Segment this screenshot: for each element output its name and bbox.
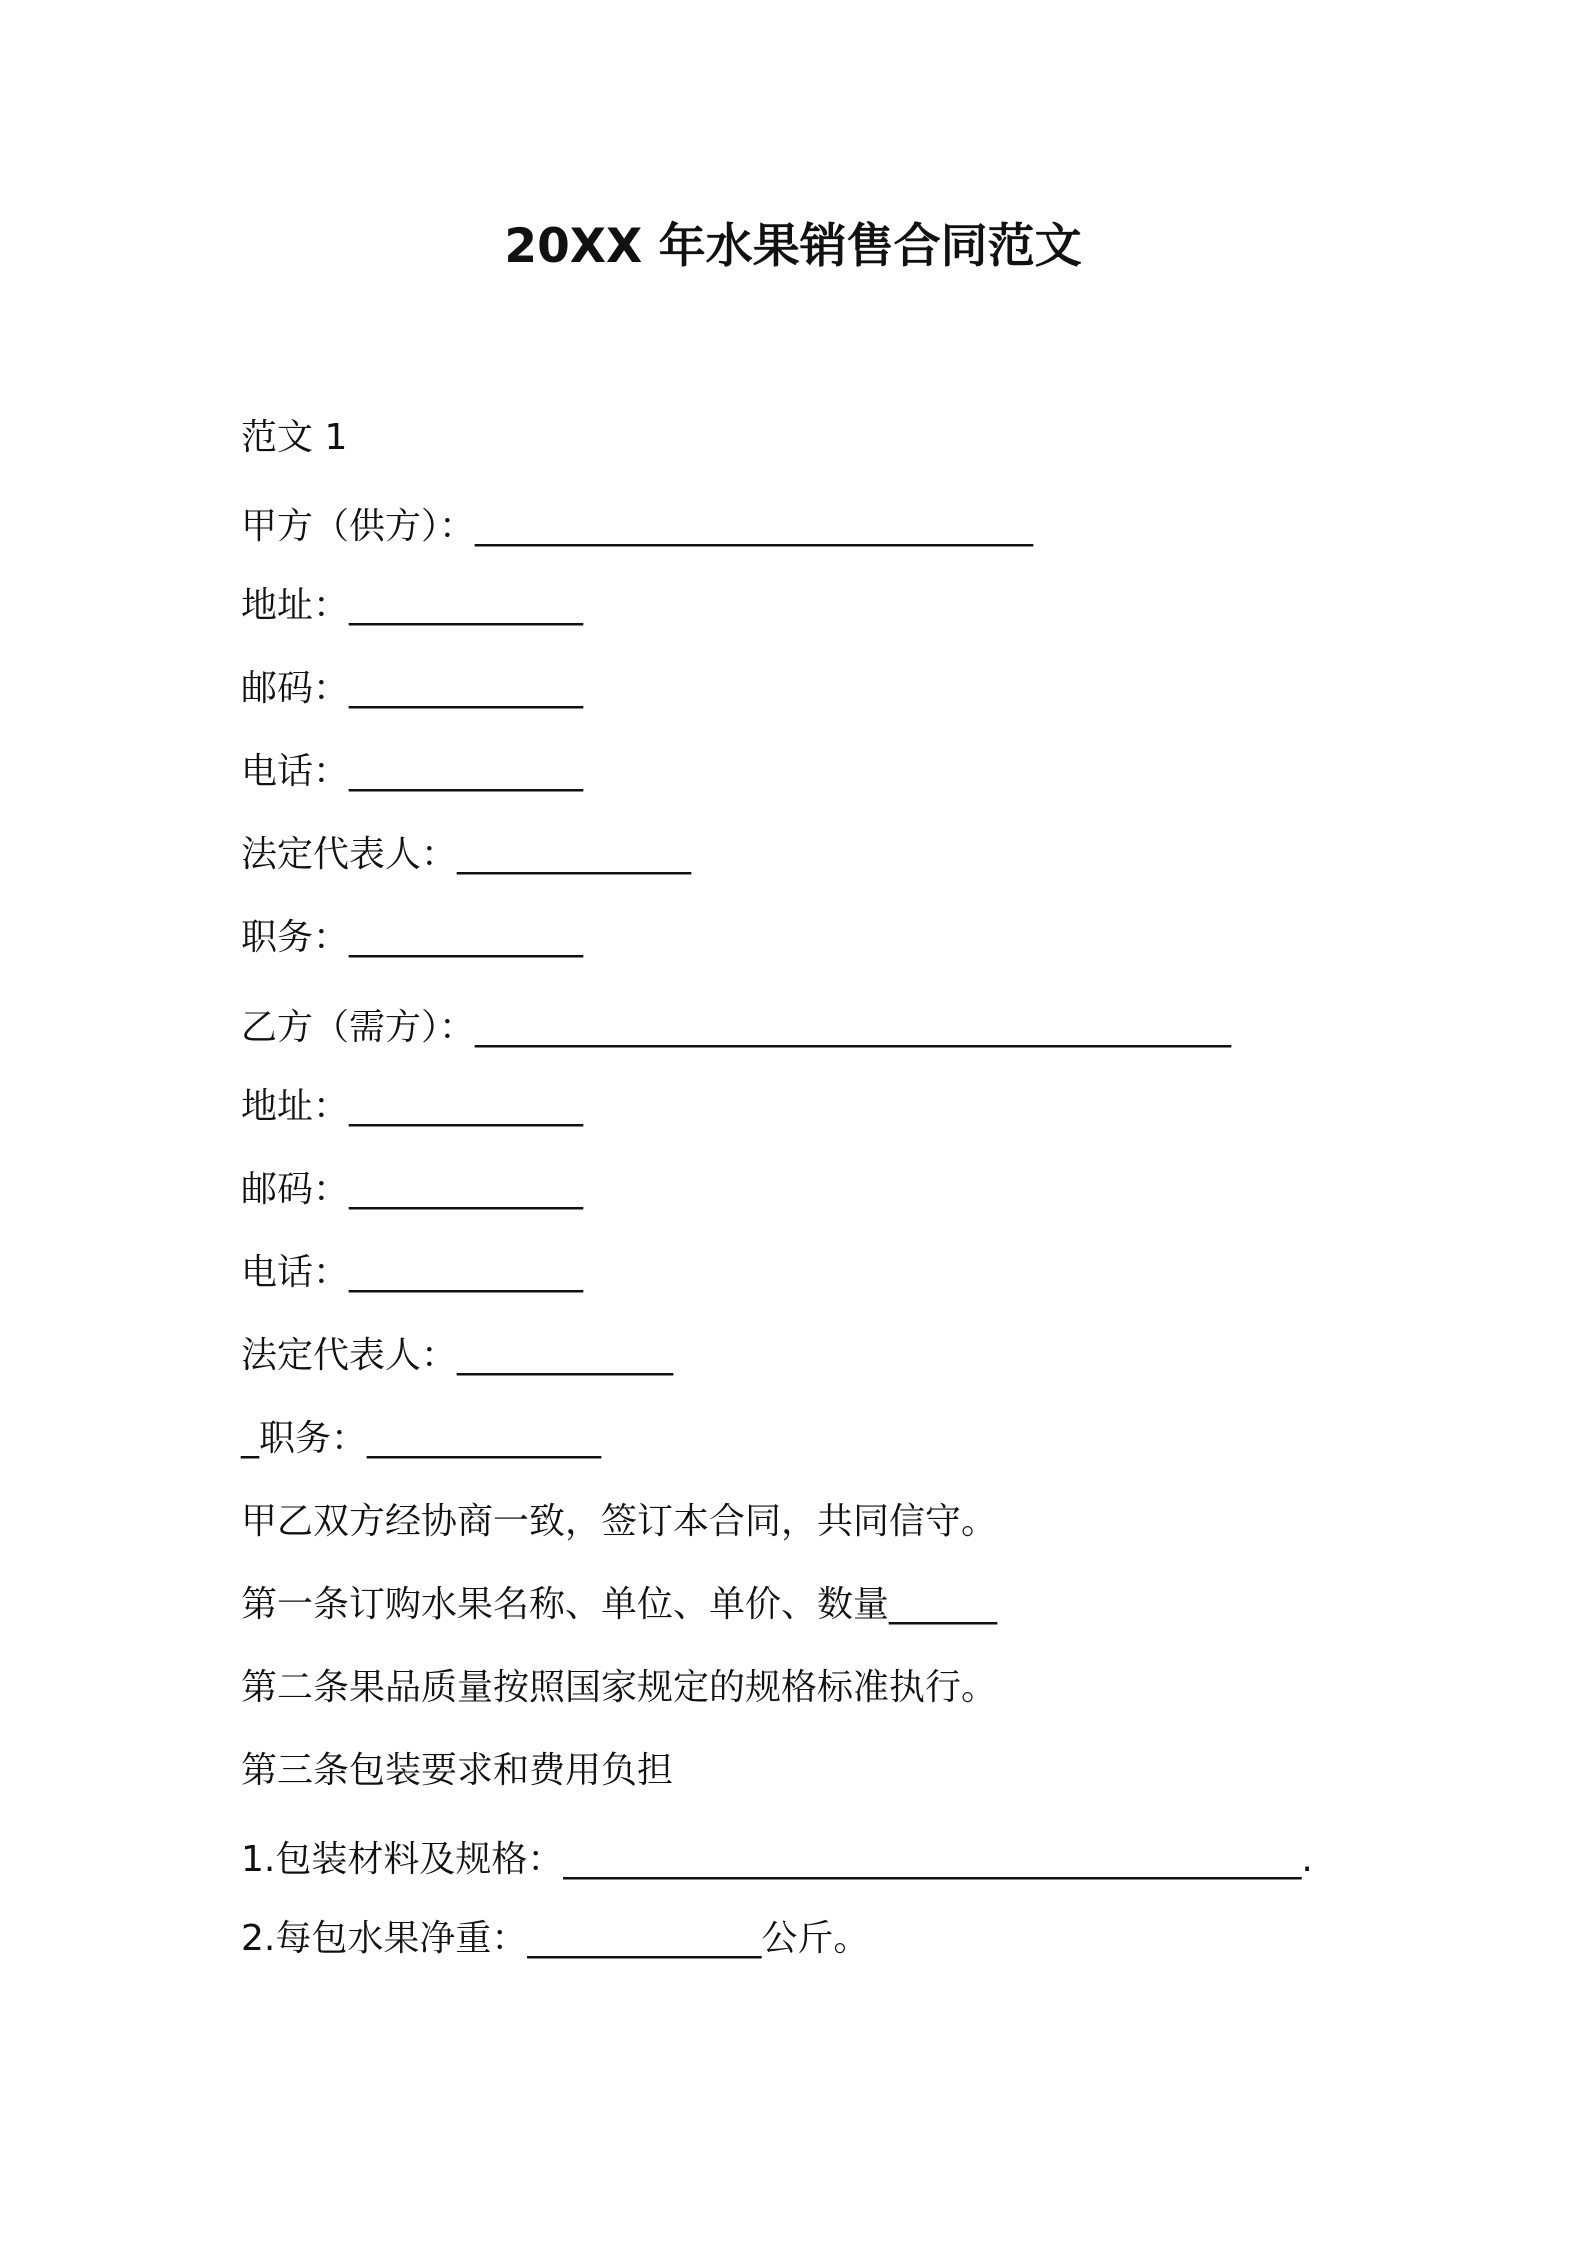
party-a-address-line: 地址：_____________ <box>241 585 584 626</box>
party-b-address-line: 地址：_____________ <box>241 1086 584 1127</box>
party-a-supplier-line: 甲方（供方）：_______________________________ <box>241 506 1034 547</box>
party-a-postcode-line: 邮码：_____________ <box>241 668 584 709</box>
agreement-statement: 甲乙双方经协商一致，签订本合同，共同信守。 <box>241 1501 998 1542</box>
party-b-phone-line: 电话：_____________ <box>241 1252 584 1293</box>
party-b-postcode-line: 邮码：_____________ <box>241 1169 584 1210</box>
party-a-position-line: 职务：_____________ <box>241 917 584 958</box>
party-a-phone-line: 电话：_____________ <box>241 751 584 792</box>
party-b-buyer-line: 乙方（需方）：__________________________________________ <box>241 1007 1232 1048</box>
section-heading: 范文 1 <box>241 417 348 458</box>
document-title: 20XX 年水果销售合同范文 <box>504 219 1082 274</box>
party-a-legal-rep-line: 法定代表人：_____________ <box>241 834 692 875</box>
net-weight-line: 2.每包水果净重：_____________公斤。 <box>241 1918 870 1959</box>
packaging-material-line: 1.包装材料及规格：_________________________________________. <box>241 1839 1313 1880</box>
article-three: 第三条包装要求和费用负担 <box>241 1750 674 1791</box>
party-b-legal-rep-line: 法定代表人：____________ <box>241 1335 674 1376</box>
article-two: 第二条果品质量按照国家规定的规格标准执行。 <box>241 1667 998 1708</box>
article-one: 第一条订购水果名称、单位、单价、数量______ <box>241 1584 998 1625</box>
party-b-position-line: _职务：_____________ <box>241 1418 602 1459</box>
